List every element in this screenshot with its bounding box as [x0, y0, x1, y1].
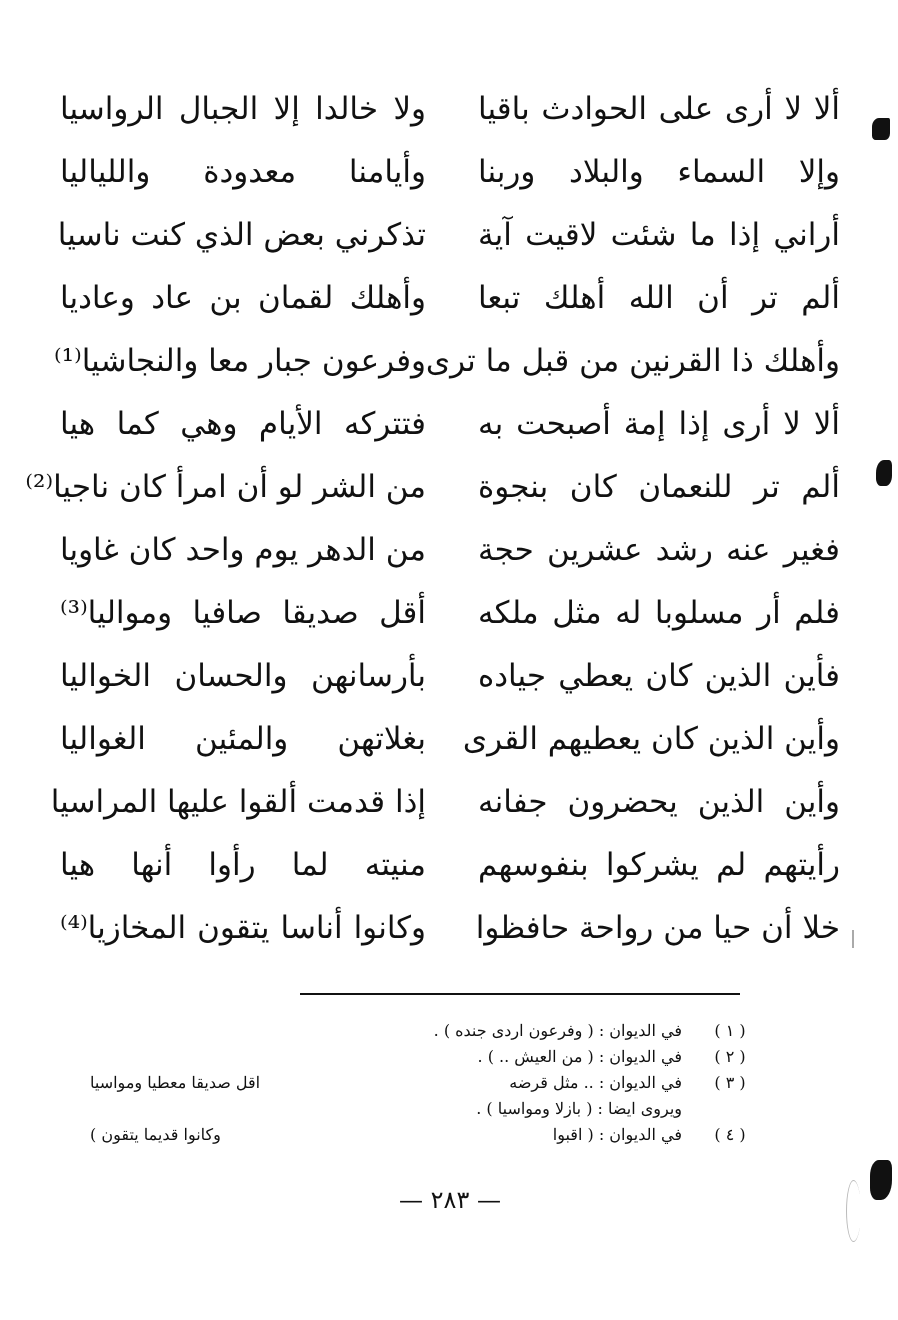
footnote-text: في الديوان : .. مثل قرضه: [509, 1073, 682, 1092]
verse-second-hemistich: وأهلك لقمان بن عاد وعاديا: [60, 280, 426, 316]
verse-row: [60, 141, 840, 203]
verse-first-hemistich: خلا أن حيا من رواحة حافظوا: [475, 910, 840, 946]
binding-mark: [872, 118, 890, 140]
verse-first-hemistich: وأهلك ذا القرنين من قبل ما ترى: [425, 343, 840, 379]
verse-row: [60, 897, 840, 959]
verse-second-hemistich: منيته لما رأوا أنها هيا: [60, 847, 426, 883]
verse-row: [60, 393, 840, 455]
verse-first-hemistich: ألا لا أرى إذا إمة أصبحت به: [478, 406, 840, 442]
verse-row: [60, 519, 840, 581]
verse-row: [54, 330, 840, 392]
verse-first-hemistich: وأين الذين يحضرون جفانه: [478, 784, 840, 820]
footnote: [90, 1096, 760, 1122]
footnote: [90, 1122, 760, 1148]
verse-first-hemistich: ألم تر أن الله أهلك تبعا: [478, 280, 840, 316]
verse-first-hemistich: ألا لا أرى على الحوادث باقيا: [478, 91, 840, 127]
verse-second-hemistich: وأيامنا معدودة واللياليا: [60, 154, 426, 190]
footnote-number: ( ١ ): [714, 1021, 746, 1040]
footnote-text: ويروى ايضا : ( بازلا ومواسيا ) .: [476, 1099, 682, 1118]
page-number: — ٢٨٣ —: [399, 1186, 501, 1214]
verse-second-hemistich: وكانوا أناسا يتقون المخازيا⁽⁴⁾: [60, 910, 426, 946]
paper-smudge: [852, 930, 854, 948]
verse-row: [60, 645, 840, 707]
footnote-variant: وكانوا قديما يتقون ): [90, 1125, 221, 1144]
verse-second-hemistich: تذكرني بعض الذي كنت ناسيا: [57, 217, 426, 253]
verse-row: [60, 834, 840, 896]
footnote-number: ( ٤ ): [714, 1125, 746, 1144]
footnote-number: ( ٣ ): [714, 1073, 746, 1092]
verse-row: [60, 708, 840, 770]
binding-mark: [870, 1160, 892, 1200]
footnote-text: في الديوان : ( وفرعون اردى جنده ) .: [433, 1021, 682, 1040]
verse-first-hemistich: رأيتهم لم يشركوا بنفوسهم: [478, 847, 840, 883]
verse-row: [25, 456, 840, 518]
verse-second-hemistich: بغلاتهن والمئين الغواليا: [60, 721, 426, 757]
binding-mark: [876, 460, 892, 486]
footnote-number: ( ٢ ): [714, 1047, 746, 1066]
verse-first-hemistich: فأين الذين كان يعطي جياده: [478, 658, 840, 694]
verse-row: [60, 267, 840, 329]
footnote-text: في الديوان : ( اقبوا: [552, 1125, 682, 1144]
verse-second-hemistich: أقل صديقا صافيا ومواليا⁽³⁾: [60, 595, 426, 631]
verse-first-hemistich: وإلا السماء والبلاد وربنا: [478, 154, 840, 190]
verse-first-hemistich: فلم أر مسلوبا له مثل ملكه: [478, 595, 840, 631]
footnote-divider: [300, 993, 740, 995]
verse-second-hemistich: إذا قدمت ألقوا عليها المراسيا: [50, 784, 426, 820]
verse-second-hemistich: من الشر لو أن امرأ كان ناجيا⁽²⁾: [25, 469, 426, 505]
verse-row: [50, 771, 840, 833]
verse-second-hemistich: من الدهر يوم واحد كان غاويا: [60, 532, 426, 568]
verse-second-hemistich: ولا خالدا إلا الجبال الرواسيا: [60, 91, 426, 127]
poem-verses: [25, 78, 840, 958]
footnote: [90, 1044, 760, 1070]
verse-first-hemistich: أراني إذا ما شئت لاقيت آية: [478, 217, 840, 253]
verse-first-hemistich: فغير عنه رشد عشرين حجة: [478, 532, 840, 568]
verse-second-hemistich: فتتركه الأيام وهي كما هيا: [60, 406, 426, 442]
verse-first-hemistich: وأين الذين كان يعطيهم القرى: [462, 721, 840, 757]
verse-row: [57, 204, 840, 266]
footnotes: [90, 1018, 760, 1148]
paper-smudge: [846, 1180, 861, 1242]
footnote: [90, 1070, 760, 1096]
verse-row: [60, 78, 840, 140]
verse-second-hemistich: وفرعون جبار معا والنجاشيا⁽¹⁾: [54, 343, 426, 379]
footnote-text: في الديوان : ( من العيش .. ) .: [477, 1047, 682, 1066]
footnote: [90, 1018, 760, 1044]
footnote-variant: اقل صديقا معطيا ومواسيا: [90, 1073, 261, 1092]
verse-row: [60, 582, 840, 644]
verse-second-hemistich: بأرسانهن والحسان الخواليا: [60, 658, 426, 694]
verse-first-hemistich: ألم تر للنعمان كان بنجوة: [478, 469, 840, 505]
